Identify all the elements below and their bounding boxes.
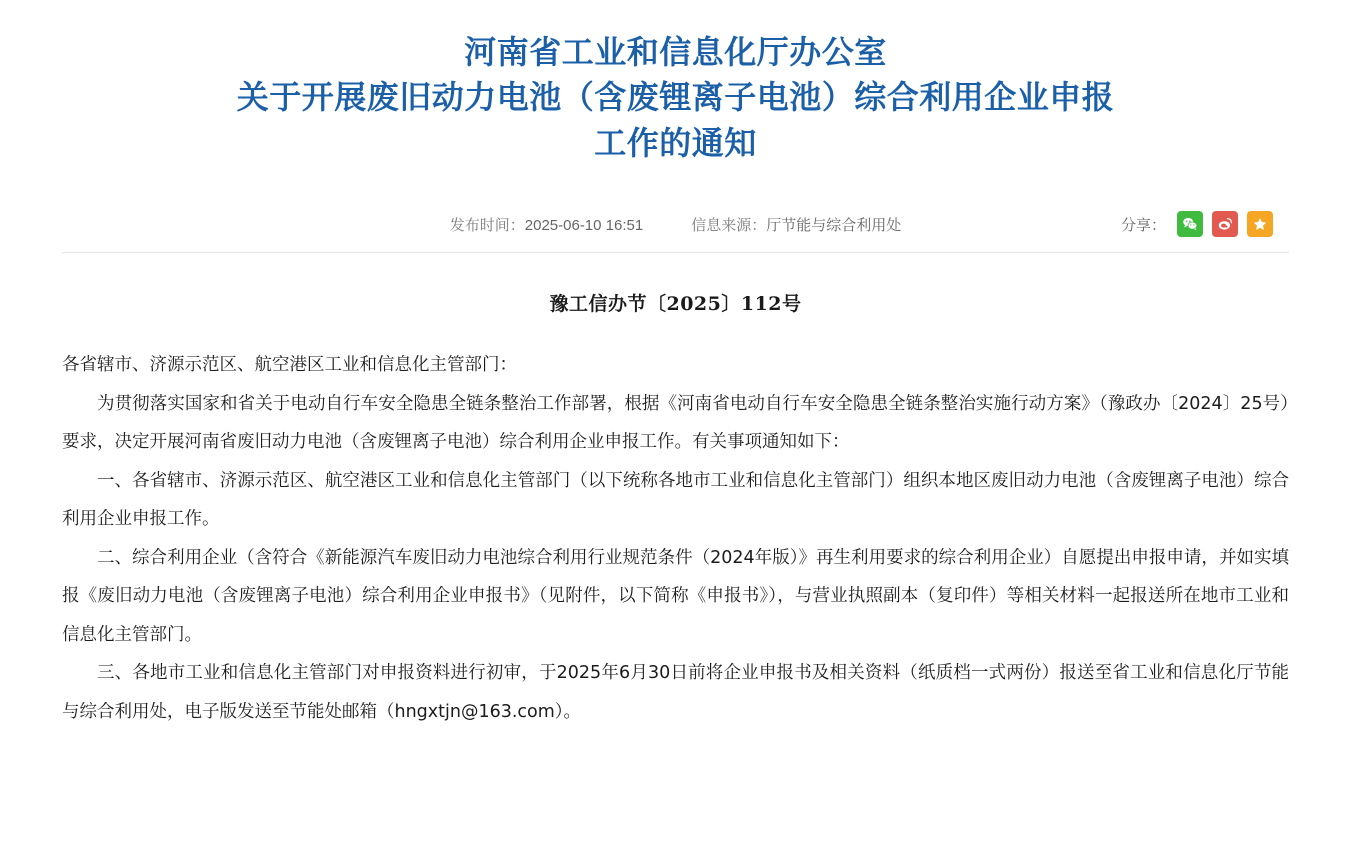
paragraph-item-3: 三、各地市工业和信息化主管部门对申报资料进行初审，于2025年6月30日前将企业申报书及相关资料（纸质档一式两份）报送至省工业和信息化厅节能与综合利用处，电子版发送至节能处邮箱（hngxtjn@163.com）。 <box>62 663 1289 722</box>
wechat-share-icon[interactable] <box>1177 211 1203 237</box>
weibo-share-icon[interactable] <box>1212 211 1238 237</box>
paragraph-item-1: 一、各省辖市、济源示范区、航空港区工业和信息化主管部门（以下统称各地市工业和信息化主管部门）组织本地区废旧动力电池（含废锂离子电池）综合利用企业申报工作。 <box>62 470 1289 530</box>
publish-time-value: 2025-06-10 16:51 <box>524 216 644 234</box>
page-title <box>0 0 1351 166</box>
paragraph-intro: 为贯彻落实国家和省关于电动自行车安全隐患全链条整治工作部署，根据《河南省电动自行车安全隐患全链条整治实施行动方案》（豫政办〔2024〕25号）要求，决定开展河南省废旧动力电池（含废锂离子电池）综合利用企业申报工作。有关事项通知如下： <box>62 393 1289 453</box>
publish-time <box>450 214 643 235</box>
paragraph-salutation: 各省辖市、济源示范区、航空港区工业和信息化主管部门： <box>62 355 517 376</box>
share-bar <box>1121 211 1273 237</box>
paragraph-item-2: 二、综合利用企业（含符合《新能源汽车废旧动力电池综合利用行业规范条件（2024年版）》再生利用要求的综合利用企业）自愿提出申报申请，并如实填报《废旧动力电池（含废锂离子电池）综合利用企业申报书》（见附件，以下简称《申报书》），与营业执照副本（复印件）等相关材料一起报送所在地市工业和信息化主管部门。 <box>62 547 1289 645</box>
document-number: 豫工信办节〔2025〕112号 <box>549 293 802 316</box>
info-source-label: 信息来源： <box>691 216 767 234</box>
title-line-1: 河南省工业和信息化厅办公室 <box>464 33 887 71</box>
share-label: 分享： <box>1120 216 1166 234</box>
article-body <box>0 322 1351 731</box>
article-meta-bar <box>0 196 1351 252</box>
publish-time-label: 发布时间： <box>449 216 525 234</box>
info-source-value: 厅节能与综合利用处 <box>766 216 902 234</box>
title-line-2: 关于开展废旧动力电池（含废锂离子电池）综合利用企业申报 <box>236 78 1115 117</box>
favorite-share-icon[interactable] <box>1247 211 1273 237</box>
title-line-3: 工作的通知 <box>594 123 757 162</box>
info-source <box>691 214 901 235</box>
